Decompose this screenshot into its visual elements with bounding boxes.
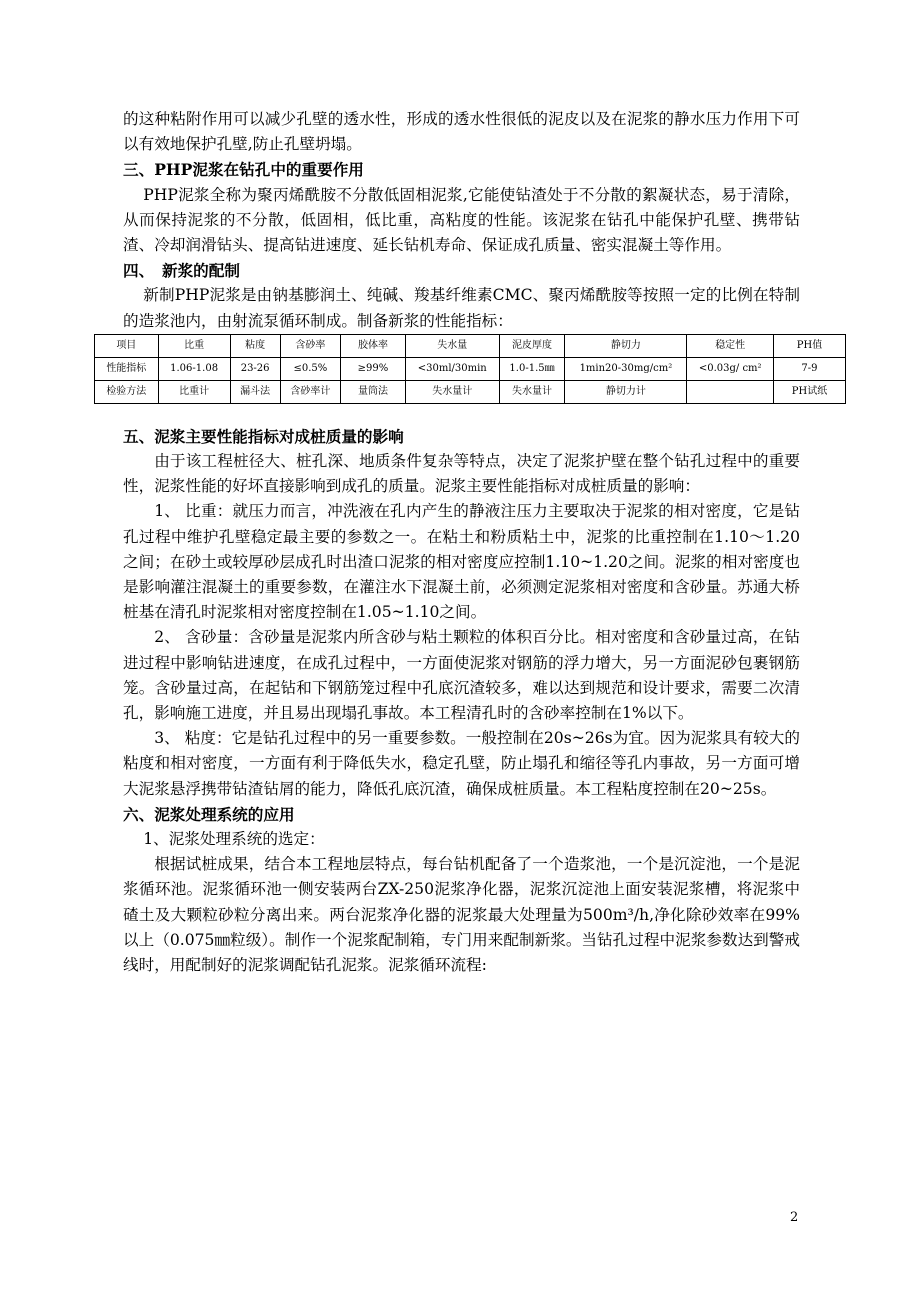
table-cell: 含砂率计 bbox=[280, 380, 340, 403]
list-item-density: 1、 比重：就压力而言，冲洗液在孔内产生的静液注压力主要取决于泥浆的相对密度，它是钻孔过程中维护孔壁稳定最主要的参数之一。在粘土和粉质粘土中，泥浆的比重控制在1.10～1.20之间；在砂土或较厚砂层成孔时出渣口泥浆的相对密度应控制1.10~1.20之间。泥浆的相对密度也是影响灌注混凝土的重要参数，在灌注水下混凝土前，必须测定泥浆相对密度和含砂量。苏通大桥桩基在清孔时泥浆相对密度控制在1.05~1.10之间。 bbox=[123, 502, 800, 622]
table-cell: <0.03g/ cm² bbox=[687, 357, 774, 380]
performance-table bbox=[94, 334, 846, 404]
table-row bbox=[95, 334, 846, 357]
table-cell: ≤0.5% bbox=[280, 357, 340, 380]
table-cell: <30ml/30min bbox=[405, 357, 499, 380]
table-cell: 失水量计 bbox=[405, 380, 499, 403]
table-cell: ≥99% bbox=[341, 357, 406, 380]
table-cell: 1.0-1.5㎜ bbox=[499, 357, 565, 380]
table-cell: 静切力 bbox=[565, 334, 687, 357]
paragraph: 的这种粘附作用可以减少孔壁的透水性，形成的透水性很低的泥皮以及在泥浆的静水压力作用下可以有效地保护孔壁,防止孔壁坍塌。 bbox=[123, 110, 800, 154]
table-row bbox=[95, 357, 846, 380]
sub-heading: 1、泥浆处理系统的选定： bbox=[143, 830, 325, 849]
table-cell: 漏斗法 bbox=[230, 380, 280, 403]
table-cell: PH试纸 bbox=[773, 380, 845, 403]
table-row bbox=[95, 380, 846, 403]
table-cell: 量筒法 bbox=[341, 380, 406, 403]
section-heading-3: 三、PHP泥浆在钻孔中的重要作用 bbox=[123, 160, 364, 180]
table-cell: 23-26 bbox=[230, 357, 280, 380]
paragraph: 根据试桩成果，结合本工程地层特点，每台钻机配备了一个造浆池，一个是沉淀池，一个是泥浆循环池。泥浆循环池一侧安装两台ZX-250泥浆净化器，泥浆沉淀池上面安装泥浆槽，将泥浆中碴土及大颗粒砂粒分离出来。两台泥浆净化器的泥浆最大处理量为500m³/h,净化除砂效率在99%以上（0.075㎜粒级）。制作一个泥浆配制箱，专门用来配制新浆。当钻孔过程中泥浆参数达到警戒线时，用配制好的泥浆调配钻孔泥浆。泥浆循环流程: bbox=[123, 855, 800, 975]
table-cell: 粘度 bbox=[230, 334, 280, 357]
list-item-sand-content: 2、 含砂量：含砂量是泥浆内所含砂与粘土颗粒的体积百分比。相对密度和含砂量过高，在钻进过程中影响钻进速度，在成孔过程中，一方面使泥浆对钢筋的浮力增大，另一方面泥砂包裹钢筋笼。含砂量过高，在起钻和下钢筋笼过程中孔底沉渣较多，难以达到规范和设计要求，需要二次清孔，影响施工进度，并且易出现塌孔事故。本工程清孔时的含砂率控制在1%以下。 bbox=[123, 628, 800, 723]
table-cell bbox=[687, 380, 774, 403]
table-cell: 7-9 bbox=[773, 357, 845, 380]
table-cell: 静切力计 bbox=[565, 380, 687, 403]
table-cell: 稳定性 bbox=[687, 334, 774, 357]
paragraph: 新制PHP泥浆是由钠基膨润土、纯碱、羧基纤维素CMC、聚丙烯酰胺等按照一定的比例在特制的造浆池内，由射流泵循环制成。制备新浆的性能指标： bbox=[123, 286, 800, 330]
paragraph: 由于该工程桩径大、桩孔深、地质条件复杂等特点，决定了泥浆护壁在整个钻孔过程中的重要性，泥浆性能的好坏直接影响到成孔的质量。泥浆主要性能指标对成桩质量的影响： bbox=[123, 452, 800, 496]
paragraph: PHP泥浆全称为聚丙烯酰胺不分散低固相泥浆,它能使钻渣处于不分散的絮凝状态，易于清除，从而保持泥浆的不分散，低固相，低比重，高粘度的性能。该泥浆在钻孔中能保护孔壁、携带钻渣、冷却润滑钻头、提高钻进速度、延长钻机寿命、保证成孔质量、密实混凝土等作用。 bbox=[123, 185, 800, 255]
spacer bbox=[123, 404, 800, 424]
table-cell: 失水量 bbox=[405, 334, 499, 357]
list-item-viscosity: 3、 粘度：它是钻孔过程中的另一重要参数。一般控制在20s~26s为宜。因为泥浆具有较大的粘度和相对密度，一方面有利于降低失水，稳定孔壁，防止塌孔和缩径等孔内事故，另一方面可增大泥浆悬浮携带钻渣钻屑的能力，降低孔底沉渣，确保成桩质量。本工程粘度控制在20~25s。 bbox=[123, 729, 800, 798]
section-heading-6: 六、泥浆处理系统的应用 bbox=[123, 804, 295, 824]
table-cell: 比重计 bbox=[158, 380, 230, 403]
table-cell: 项目 bbox=[95, 334, 159, 357]
table-cell: 含砂率 bbox=[280, 334, 340, 357]
table-cell: 胶体率 bbox=[341, 334, 406, 357]
document-body bbox=[106, 107, 828, 978]
section-heading-5: 五、泥浆主要性能指标对成桩质量的影响 bbox=[123, 426, 404, 446]
table-cell: 失水量计 bbox=[499, 380, 565, 403]
table-cell: 1min20-30mg/cm² bbox=[565, 357, 687, 380]
table-cell: 泥皮厚度 bbox=[499, 334, 565, 357]
section-heading-4: 四、 新浆的配制 bbox=[123, 261, 240, 281]
table-cell: 检验方法 bbox=[95, 380, 159, 403]
table-cell: 1.06-1.08 bbox=[158, 357, 230, 380]
page-number: 2 bbox=[790, 1210, 799, 1225]
table-cell: 性能指标 bbox=[95, 357, 159, 380]
table-cell: PH值 bbox=[773, 334, 845, 357]
table-cell: 比重 bbox=[158, 334, 230, 357]
